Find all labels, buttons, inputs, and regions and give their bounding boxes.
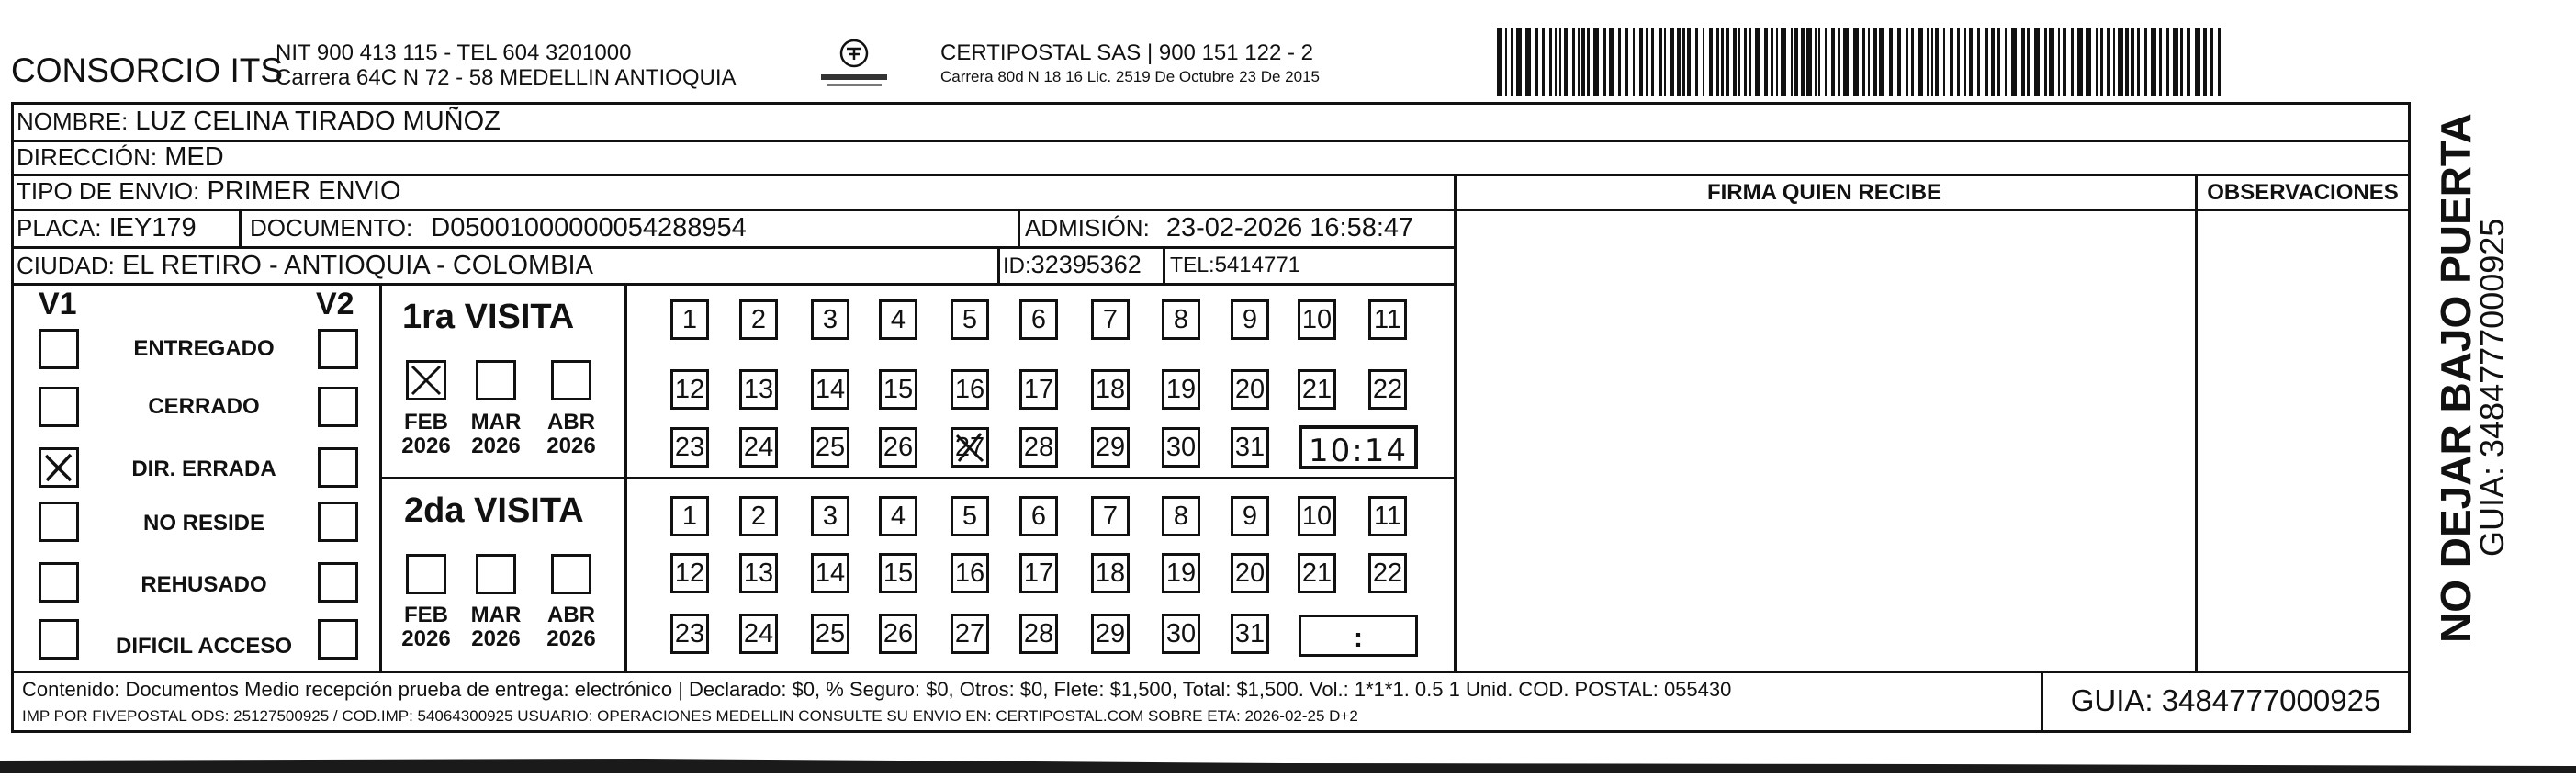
visit-1-day-21[interactable]: 21 [1298,369,1336,410]
address-label: DIRECCIÓN: [17,143,158,171]
visit-1-time-value: 10:14 [1309,433,1408,469]
visit-2-month-mar-checkbox[interactable] [476,554,516,594]
visit-2-day-2[interactable]: 2 [739,496,778,536]
month-year: 2026 [471,626,521,652]
v2-checkbox-dir-errada[interactable] [318,447,358,488]
v2-header: V2 [316,287,354,321]
barcode-bar [2086,28,2091,96]
barcode-bar [1670,28,1674,96]
month-name: ABR [547,603,595,627]
barcode-bar [1843,28,1849,96]
barcode-bar [2144,28,2147,96]
barcode-bar [1738,28,1740,96]
visit-1-day-11[interactable]: 11 [1368,299,1407,340]
barcode-bar [1581,28,1585,96]
visit-1-day-17[interactable]: 17 [1019,369,1058,410]
visit-2-day-14[interactable]: 14 [811,553,849,593]
col-line-admision [1018,209,1020,246]
visit-2-day-4[interactable]: 4 [879,496,917,536]
barcode-bar [1511,28,1513,96]
visit-1-month-mar [464,411,528,459]
visit-1-day-27[interactable]: 27 [951,427,989,468]
barcode-bar [2159,28,2162,96]
visit-2-day-18[interactable]: 18 [1091,553,1130,593]
barcode-bar [1716,28,1719,96]
barcode-bar [2077,28,2083,96]
certipostal-logo [808,35,900,96]
barcode-bar [2100,28,2103,96]
barcode-bar [2021,28,2025,96]
barcode-bar [2063,28,2066,96]
month-year: 2026 [546,434,596,459]
barcode-bar [1997,28,2000,96]
barcode-bar [1950,28,1953,96]
barcode-bar [1516,28,1522,96]
frame-right-line [2408,102,2411,733]
visit-2-day-9[interactable]: 9 [1231,496,1269,536]
visit-1-day-9[interactable]: 9 [1231,299,1269,340]
barcode-bar [1726,28,1729,96]
visit-1-day-29[interactable]: 29 [1091,427,1130,468]
visit-2-time-value: : [1354,623,1363,653]
visit-2-day-1[interactable]: 1 [670,496,709,536]
tel-value: 5414771 [1214,253,1301,277]
barcode-bar [1977,28,1980,96]
barcode-bar [1542,28,1545,96]
v2-checkbox-entregado[interactable] [318,329,358,369]
visit-1-month-abr [539,411,603,459]
month-year: 2026 [401,626,451,652]
check-x-mark [41,450,76,485]
barcode-bar [1572,28,1575,96]
barcode-bar [2166,28,2169,96]
barcode-bar [1889,28,1893,96]
barcode-bar [1587,28,1590,96]
barcode-bar [1603,28,1606,96]
visit-1-day-6[interactable]: 6 [1019,299,1058,340]
barcode-bar [1497,28,1502,96]
visit-1-day-4[interactable]: 4 [879,299,917,340]
barcode-bar [2044,28,2047,96]
plate-label: PLACA: [17,214,102,242]
barcode-bar [1825,28,1827,96]
barcode-bar [2034,28,2040,96]
status-label: NO RESIDE [142,511,265,536]
visit-2-month-abr [539,603,603,652]
barcode-bar [2218,28,2221,96]
visit-2-day-31[interactable]: 31 [1231,614,1269,654]
col-line-placa [239,209,242,246]
v2-checkbox-rehusado[interactable] [318,562,358,603]
barcode-bar [2096,28,2098,96]
visit-1-day-26[interactable]: 26 [879,427,917,468]
company-line2: Carrera 64C N 72 - 58 MEDELLIN ANTIOQUIA [276,65,737,90]
barcode-bar [1838,28,1840,96]
visit-2-month-feb [394,603,458,652]
barcode-bar [1755,28,1760,96]
v1-checkbox-dir-errada[interactable] [39,447,79,488]
visit-1-day-18[interactable]: 18 [1091,369,1130,410]
barcode-bar [1868,28,1870,96]
status-label: DIR. ERRADA [131,457,276,481]
visit-1-day-30[interactable]: 30 [1162,427,1200,468]
barcode-bar [1564,28,1568,96]
company-line1: NIT 900 413 115 - TEL 604 3201000 [276,40,632,65]
visit-1-day-28[interactable]: 28 [1019,427,1058,468]
v1-checkbox-rehusado[interactable] [39,562,79,603]
visit-2-day-24[interactable]: 24 [739,614,778,654]
city-label: CIUDAD: [17,252,115,279]
v1-header: V1 [39,287,77,321]
barcode-bar [1646,28,1648,96]
barcode-bar [1733,28,1737,96]
footer-content-line: Contenido: Documentos Medio recepción prueba de entrega: electrónico | Declarado: $0, % Seguro: $0, Otros: $0, Flete: $1,500, Total: $1,500. Vol.: 1*1*1. 0.5 1 Unid. COD. POSTAL: 055430 [22,678,1732,701]
barcode-bar [1911,28,1914,96]
barcode-bar [1927,28,1929,96]
v1-checkbox-cerrado[interactable] [39,387,79,427]
barcode-bar [2011,28,2017,96]
row-line-4 [11,246,1457,249]
barcode-bar [1525,28,1531,96]
tel-cell [1170,254,1300,276]
barcode-bar [2131,28,2134,96]
admission-value: 23-02-2026 16:58:47 [1165,213,1414,242]
tel-label: TEL: [1170,253,1215,276]
barcode-bar [1682,28,1685,96]
barcode-bar [1677,28,1681,96]
barcode-bar [2107,28,2110,96]
visit-2-day-7[interactable]: 7 [1091,496,1130,536]
visit-2-day-6[interactable]: 6 [1019,496,1058,536]
v2-checkbox-no-reside[interactable] [318,502,358,542]
admission-cell [1025,215,1413,242]
document-label: DOCUMENTO: [250,214,413,242]
visit-1-day-15[interactable]: 15 [879,369,917,410]
barcode-bar [1555,28,1557,96]
visit-2-day-25[interactable]: 25 [811,614,849,654]
month-name: FEB [404,603,448,627]
visit-1-month-mar-checkbox[interactable] [476,360,516,400]
frame-left-line [11,102,14,733]
visit-2-month-feb-checkbox[interactable] [406,554,446,594]
frame-bottom-line [11,730,2411,733]
barcode-bar [2118,28,2123,96]
visit-2-day-3[interactable]: 3 [811,496,849,536]
visit-2-day-30[interactable]: 30 [1162,614,1200,654]
row-line-5 [11,283,1457,286]
visit-1-month-abr-checkbox[interactable] [551,360,591,400]
id-label: ID: [1003,254,1031,278]
barcode-bar [1703,28,1704,96]
name-row [17,108,501,135]
month-name: MAR [470,603,522,627]
barcode-bar [1776,28,1778,96]
status-label: ENTREGADO [133,336,275,361]
barcode-bar [2210,28,2213,96]
barcode-bar [2027,28,2030,96]
v2-checkbox-cerrado[interactable] [318,387,358,427]
side-guide: GUIA: 3484777000925 [2473,218,2511,557]
barcode-bar [1609,28,1614,96]
visit-2-day-10[interactable]: 10 [1298,496,1336,536]
barcode-bar [1618,28,1621,96]
barcode-bar [1721,28,1724,96]
barcode-bar [1991,28,1995,96]
barcode-bar [1964,28,1966,96]
barcode-bar [1744,28,1747,96]
visit-2-day-23[interactable]: 23 [670,614,709,654]
visit-1-day-2[interactable]: 2 [739,299,778,340]
month-name: FEB [404,410,448,434]
barcode-bar [1764,28,1768,96]
visit-1-day-14[interactable]: 14 [811,369,849,410]
col-line-id [997,246,1000,283]
barcode-bar [1831,28,1835,96]
visit-2-time-box[interactable] [1299,615,1418,657]
shipping-row [17,178,401,205]
month-year: 2026 [471,434,521,459]
admission-label: ADMISIÓN: [1025,214,1150,242]
plate-cell [17,215,197,242]
month-year: 2026 [401,434,451,459]
visit-1-day-12[interactable]: 12 [670,369,709,410]
visit-2-day-5[interactable]: 5 [951,496,989,536]
barcode-bar [1801,28,1805,96]
barcode-bar [1549,28,1552,96]
name-label: NOMBRE: [17,107,129,135]
barcode-bar [1879,28,1884,96]
visit-1-day-8[interactable]: 8 [1162,299,1200,340]
visit-2-month-mar [464,603,528,652]
barcode-bar [1771,28,1773,96]
barcode-bar [1985,28,1988,96]
barcode-bar [1862,28,1865,96]
barcode [1495,28,2226,96]
barcode-bar [1935,28,1939,96]
status-label: CERRADO [148,394,260,419]
carrier-line1: CERTIPOSTAL SAS | 900 151 122 - 2 [940,40,1313,65]
barcode-bar [1593,28,1599,96]
v1-checkbox-entregado[interactable] [39,329,79,369]
footer-guide-number: GUIA: 3484777000925 [2070,683,2381,717]
barcode-bar [1749,28,1751,96]
barcode-bar [2187,28,2190,96]
name-value: LUZ CELINA TIRADO MUÑOZ [135,107,501,136]
barcode-bar [1625,28,1628,96]
barcode-bar [1873,28,1877,96]
month-name: MAR [470,410,522,434]
barcode-bar [1918,28,1923,96]
barcode-bar [1659,28,1662,96]
visit-1-day-24[interactable]: 24 [739,427,778,468]
barcode-bar [1818,28,1820,96]
visit-2-month-abr-checkbox[interactable] [551,554,591,594]
shipping-label: TIPO DE ENVIO: [17,177,200,205]
row-line-3 [11,209,2411,211]
barcode-bar [1651,28,1654,96]
visit-2-day-17[interactable]: 17 [1019,553,1058,593]
visit-1-day-31[interactable]: 31 [1231,427,1269,468]
barcode-bar [2137,28,2140,96]
visit-1-day-25[interactable]: 25 [811,427,849,468]
barcode-bar [1791,28,1793,96]
month-year: 2026 [546,626,596,652]
shipping-value: PRIMER ENVIO [207,176,401,206]
barcode-bar [1687,28,1691,96]
document-cell [250,215,747,242]
v2-checkbox-dificil-acceso[interactable] [318,619,358,660]
check-x-mark [409,363,444,398]
v1-checkbox-dificil-acceso[interactable] [39,619,79,660]
barcode-bar [1906,28,1908,96]
status-label: REHUSADO [141,572,267,597]
month-name: ABR [547,410,595,434]
scan-edge [0,751,2576,773]
v1-checkbox-no-reside[interactable] [39,502,79,542]
barcode-bar [2049,28,2054,96]
barcode-bar [1897,28,1901,96]
barcode-bar [2005,28,2007,96]
barcode-bar [1781,28,1786,96]
barcode-bar [1943,28,1945,96]
visit-1-month-feb-checkbox[interactable] [406,360,446,400]
visit-1-day-23[interactable]: 23 [670,427,709,468]
document-value: D05001000000054288954 [431,213,747,242]
visit-1-time-box[interactable] [1299,425,1418,469]
barcode-bar [1535,28,1538,96]
barcode-bar [2113,28,2115,96]
address-row [17,144,224,171]
row-line-6 [11,671,2411,673]
barcode-bar [2151,28,2156,96]
barcode-bar [1853,28,1859,96]
visit-2-day-29[interactable]: 29 [1091,614,1130,654]
barcode-bar [2058,28,2060,96]
barcode-bar [1664,28,1666,96]
visit-2-day-21[interactable]: 21 [1298,553,1336,593]
visit-2-day-27[interactable]: 27 [951,614,989,654]
visit-2-day-13[interactable]: 13 [739,553,778,593]
visit-1-day-20[interactable]: 20 [1231,369,1269,410]
visit-2-day-26[interactable]: 26 [879,614,917,654]
barcode-bar [1709,28,1713,96]
visit-1-day-22[interactable]: 22 [1368,369,1407,410]
visit-1-day-19[interactable]: 19 [1162,369,1200,410]
barcode-bar [2173,28,2178,96]
barcode-bar [1931,28,1933,96]
barcode-bar [2203,28,2207,96]
visit-1-day-3[interactable]: 3 [811,299,849,340]
visit-1-day-13[interactable]: 13 [739,369,778,410]
visit-2-day-8[interactable]: 8 [1162,496,1200,536]
city-value: EL RETIRO - ANTIOQUIA - COLOMBIA [121,251,593,280]
barcode-bar [1639,28,1643,96]
visit-1-day-1[interactable]: 1 [670,299,709,340]
frame-top-line [11,102,2411,105]
barcode-bar [1505,28,1507,96]
barcode-bar [1806,28,1812,96]
barcode-bar [1957,28,1960,96]
day-cross-mark [953,430,986,465]
id-value: 32395362 [1030,251,1142,278]
barcode-bar [1794,28,1798,96]
side-notice: NO DEJAR BAJO PUERTA [2432,113,2480,643]
barcode-bar [1559,28,1561,96]
visit-divider-line [379,477,1455,479]
visit-1-day-10[interactable]: 10 [1298,299,1336,340]
visit-2-day-15[interactable]: 15 [879,553,917,593]
visit-1-day-7[interactable]: 7 [1091,299,1130,340]
barcode-bar [1815,28,1817,96]
visit-2-day-12[interactable]: 12 [670,553,709,593]
visit-2-title: 2da VISITA [404,491,584,530]
visit-2-day-22[interactable]: 22 [1368,553,1407,593]
company-name: CONSORCIO ITS [11,51,284,89]
visit-1-day-16[interactable]: 16 [951,369,989,410]
barcode-bar [2125,28,2129,96]
col-line-observations [2195,174,2198,673]
carrier-line2: Carrera 80d N 18 16 Lic. 2519 De Octubre 23 De 2015 [940,68,1320,85]
visit-1-day-5[interactable]: 5 [951,299,989,340]
row-line-1 [11,140,2411,142]
barcode-bar [1633,28,1635,96]
status-label: DIFICIL ACCESO [115,634,292,659]
barcode-bar [1969,28,1973,96]
address-value: MED [164,142,224,172]
visit-2-day-20[interactable]: 20 [1231,553,1269,593]
barcode-bar [1578,28,1580,96]
barcode-bar [1695,28,1698,96]
plate-value: IEY179 [108,213,197,242]
city-cell [17,253,593,279]
id-cell [1003,253,1142,277]
visit-2-day-16[interactable]: 16 [951,553,989,593]
observations-header: OBSERVACIONES [2207,180,2399,205]
footer-print-line: IMP POR FIVEPOSTAL ODS: 25127500925 / COD.IMP: 54064300925 USUARIO: OPERACIONES MEDELLIN CONSULTE SU ENVIO EN: CERTIPOSTAL.COM SOBRE ETA: 2026-02-25 D+2 [22,707,1358,725]
barcode-bar [2180,28,2183,96]
signature-header: FIRMA QUIEN RECIBE [1706,180,1942,205]
barcode-bar [2071,28,2074,96]
col-line-tel [1163,246,1165,283]
visit-2-day-19[interactable]: 19 [1162,553,1200,593]
barcode-bar [2195,28,2200,96]
visit-2-day-28[interactable]: 28 [1019,614,1058,654]
visit-2-day-11[interactable]: 11 [1368,496,1407,536]
visit-1-month-feb [394,411,458,459]
col-line-signature [1454,174,1457,673]
visit-1-title: 1ra VISITA [402,298,575,336]
